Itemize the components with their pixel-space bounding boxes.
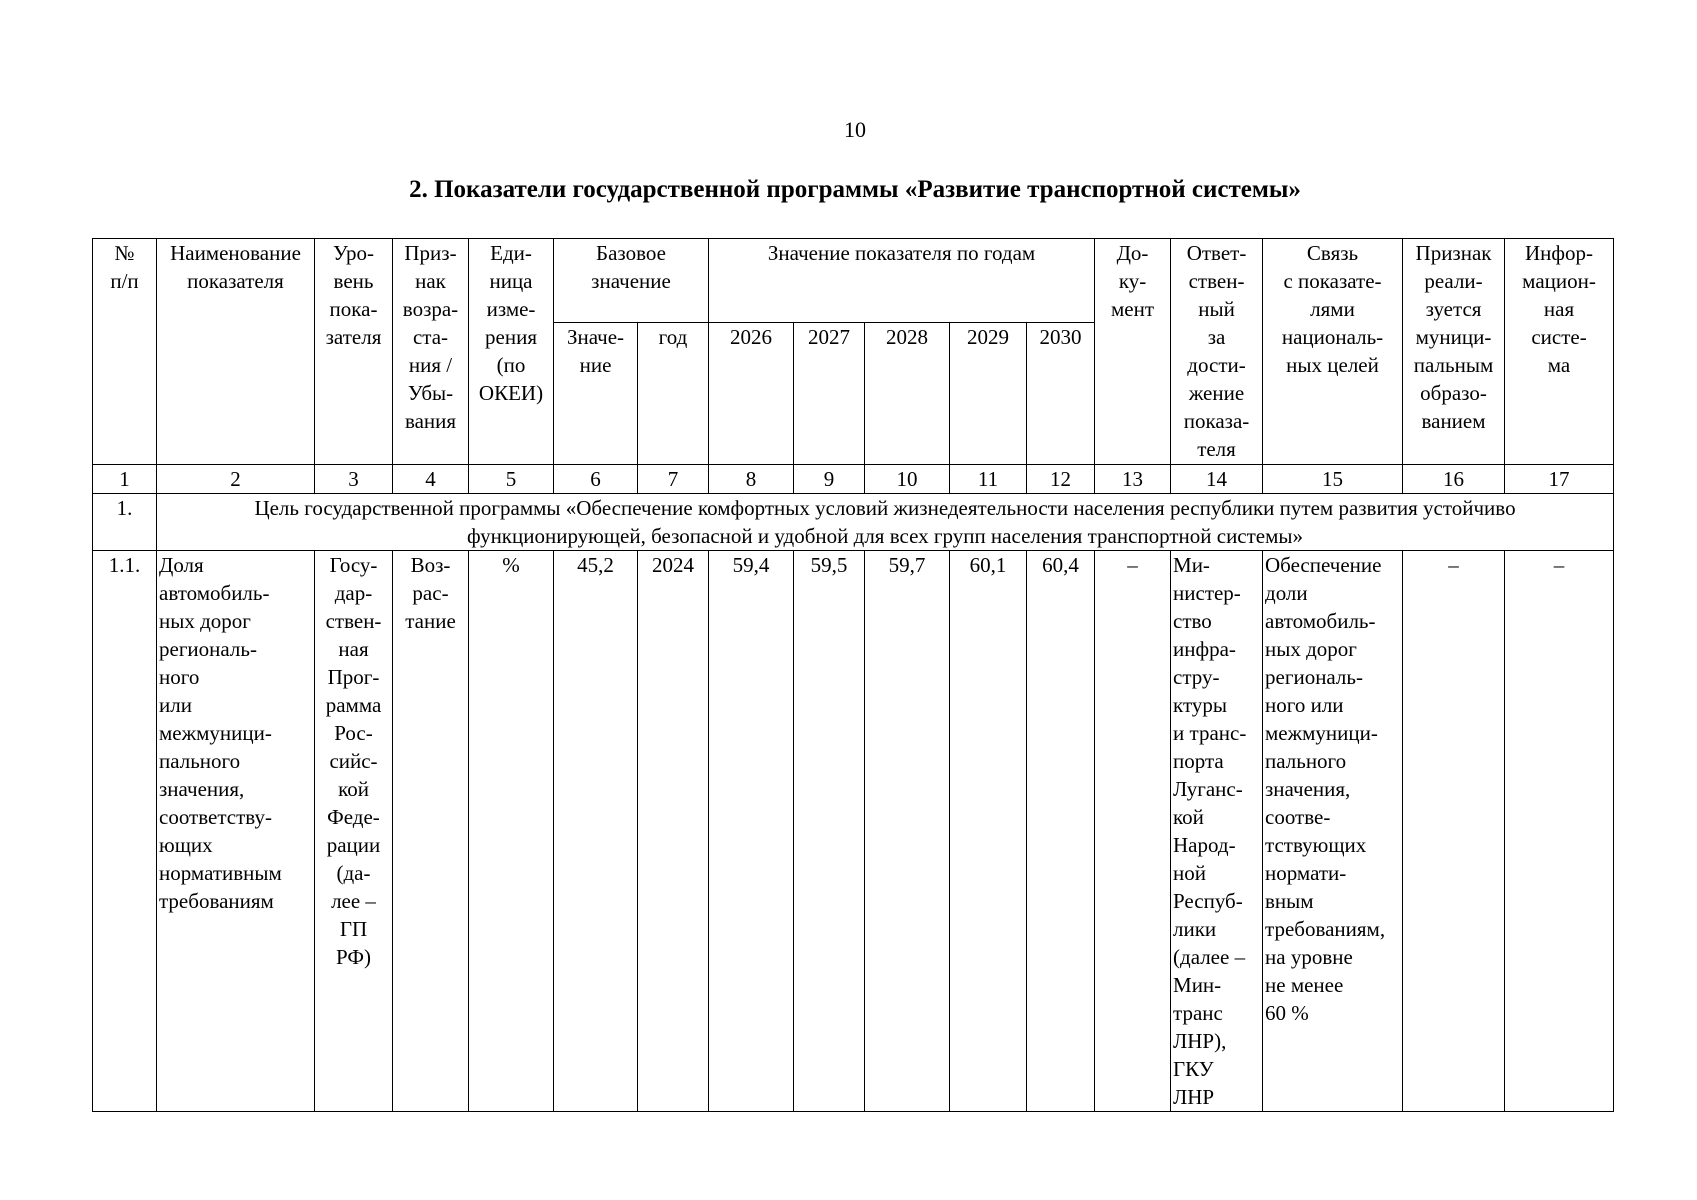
- header-base-value: Значе- ние: [554, 323, 638, 465]
- row-value-2026: 59,4: [709, 551, 794, 1112]
- header-document: До- ку- мент: [1095, 239, 1171, 465]
- header-unit: Еди- ница изме- рения (по ОКЕИ): [469, 239, 554, 465]
- page-number: 10: [844, 117, 866, 142]
- header-trend: Приз- нак возра- ста- ния / Убы- вания: [393, 239, 469, 465]
- row-base-value: 45,2: [554, 551, 638, 1112]
- header-info-system: Инфор- мацион- ная систе- ма: [1505, 239, 1614, 465]
- column-number: 11: [950, 465, 1027, 494]
- goal-row: [93, 494, 1614, 551]
- header-year-2030: 2030: [1027, 323, 1095, 465]
- row-value-2029: 60,1: [950, 551, 1027, 1112]
- column-number: 8: [709, 465, 794, 494]
- column-numbers-row: [93, 465, 1614, 494]
- row-base-year: 2024: [638, 551, 709, 1112]
- row-value-2028: 59,7: [865, 551, 950, 1112]
- header-name: Наименование показателя: [157, 239, 315, 465]
- row-value-2030: 60,4: [1027, 551, 1095, 1112]
- column-number: 6: [554, 465, 638, 494]
- column-number: 13: [1095, 465, 1171, 494]
- row-trend: Воз- рас- тание: [393, 551, 469, 1112]
- column-number: 14: [1171, 465, 1263, 494]
- page-title: 2. Показатели государственной программы «Развитие транспортной системы»: [409, 176, 1301, 203]
- column-number: 9: [794, 465, 865, 494]
- header-base: Базовое значение: [554, 239, 709, 323]
- header-year-2027: 2027: [794, 323, 865, 465]
- header-level: Уро- вень пока- зателя: [315, 239, 393, 465]
- header-year-2026: 2026: [709, 323, 794, 465]
- column-number: 1: [93, 465, 157, 494]
- row-link: Обеспечение доли автомобиль- ных дорог региональ- ного или межмуници- пального значения, соотве- тствующих нормати- вным требованиям, на уровне не менее 60 %: [1263, 551, 1403, 1112]
- header-base-year: год: [638, 323, 709, 465]
- header-municipal: Признак реали- зуется муници- пальным образо- ванием: [1403, 239, 1505, 465]
- row-municipal: –: [1403, 551, 1505, 1112]
- header-link: Связь с показате- лями националь- ных целей: [1263, 239, 1403, 465]
- column-number: 5: [469, 465, 554, 494]
- header-responsible: Ответ- ствен- ный за дости- жение показа- теля: [1171, 239, 1263, 465]
- column-number: 17: [1505, 465, 1614, 494]
- column-number: 4: [393, 465, 469, 494]
- column-number: 15: [1263, 465, 1403, 494]
- column-number: 3: [315, 465, 393, 494]
- row-unit: %: [469, 551, 554, 1112]
- row-name: Доля автомобиль- ных дорог региональ- ного или межмуници- пального значения, соответству- ющих нормативным требованиям: [157, 551, 315, 1112]
- row-info-system: –: [1505, 551, 1614, 1112]
- row-num: 1.1.: [93, 551, 157, 1112]
- row-responsible: Ми- нистер- ство инфра- стру- ктуры и транс- порта Луганс- кой Народ- ной Респуб- лики (далее – Мин- транс ЛНР), ГКУ ЛНР: [1171, 551, 1263, 1112]
- header-num: № п/п: [93, 239, 157, 465]
- column-number: 10: [865, 465, 950, 494]
- header-by-years: Значение показателя по годам: [709, 239, 1095, 323]
- goal-num: 1.: [93, 494, 157, 551]
- row-value-2027: 59,5: [794, 551, 865, 1112]
- table-row: [93, 551, 1614, 1112]
- column-number: 16: [1403, 465, 1505, 494]
- header-year-2028: 2028: [865, 323, 950, 465]
- column-number: 12: [1027, 465, 1095, 494]
- row-level: Госу- дар- ствен- ная Прог- рамма Рос- сийс- кой Феде- рации (да- лее – ГП РФ): [315, 551, 393, 1112]
- column-number: 2: [157, 465, 315, 494]
- row-document: –: [1095, 551, 1171, 1112]
- header-year-2029: 2029: [950, 323, 1027, 465]
- goal-text: Цель государственной программы «Обеспечение комфортных условий жизнедеятельности населения республики путем развития устойчиво функционирующей, безопасной и удобной для всех групп населения транспортной системы»: [157, 494, 1614, 551]
- indicators-table: [92, 238, 1614, 1112]
- column-number: 7: [638, 465, 709, 494]
